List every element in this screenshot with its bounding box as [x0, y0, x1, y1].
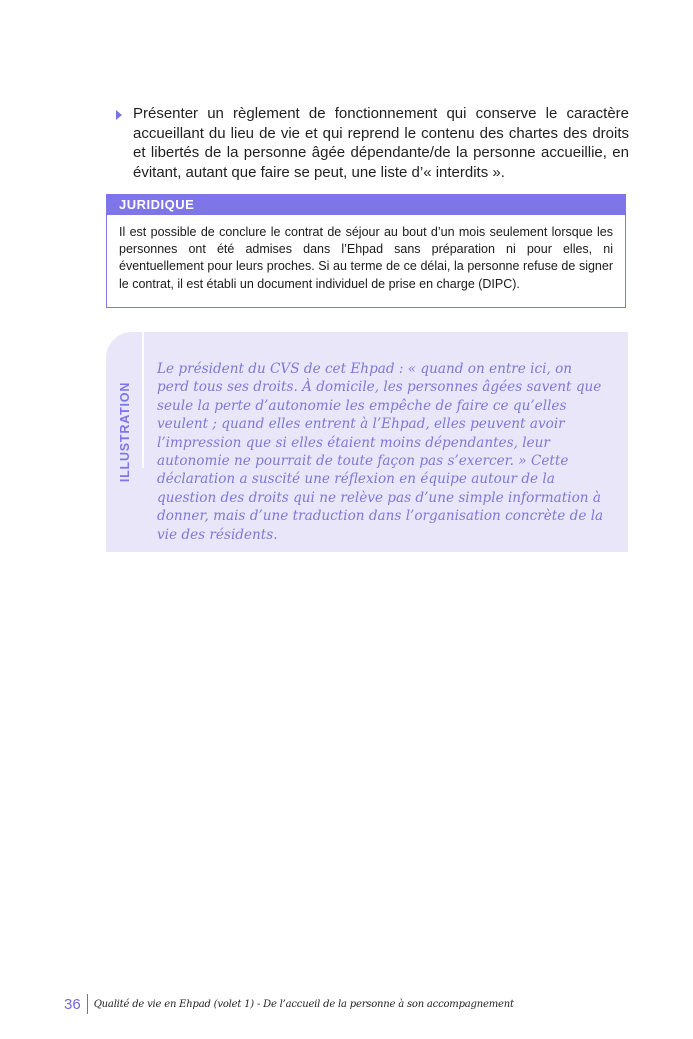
bullet-item	[113, 104, 629, 182]
juridique-box	[106, 194, 626, 308]
illustration-label-text: ILLUSTRATION	[118, 381, 132, 483]
bullet-text: Présenter un règlement de fonctionnement qui conserve le caractère accueillant du lieu de vie et qui reprend le contenu des chartes des droits et libertés de la personne âgée dépendante/de la personne accueillie, en évitant, autant que faire se peut, une liste d’« interdits ».	[133, 105, 629, 181]
footer-divider	[87, 994, 88, 1014]
illustration-divider	[142, 332, 144, 468]
illustration-label	[110, 362, 140, 502]
illustration-quote: Le président du CVS de cet Ehpad : « quand on entre ici, on perd tous ses droits. À domicile, les personnes âgées savent que seule la perte d’autonomie les empêche de faire ce qu’elles veulent ; quand elles entrent à l’Ehpad, elles peuvent avoir l’impression que si elles étaient moins dépendantes, leur autonomie ne pourrait de toute façon pas s’exercer. » Cette déclaration a suscité une réflexion en équipe autour de la question des droits qui ne relève pas d’une simple information à donner, mais d’une traduction dans l’organisation concrète de la vie des résidents.	[157, 361, 604, 543]
page-footer	[64, 993, 514, 1015]
juridique-text: Il est possible de conclure le contrat de séjour au bout d’un mois seulement lorsque les personnes ont été admises dans l’Ehpad sans préparation ni pour elles, ni éventuellement pour leurs proches. Si au terme de ce délai, la personne refuse de signer le contrat, il est établi un document individuel de prise en charge (DIPC).	[119, 225, 613, 291]
juridique-title: JURIDIQUE	[107, 195, 625, 215]
footer-title: Qualité de vie en Ehpad (volet 1) - De l’accueil de la personne à son accompagnement	[93, 998, 514, 1010]
illustration-box	[106, 332, 628, 552]
triangle-right-icon	[116, 110, 122, 120]
page-number: 36	[64, 995, 81, 1013]
